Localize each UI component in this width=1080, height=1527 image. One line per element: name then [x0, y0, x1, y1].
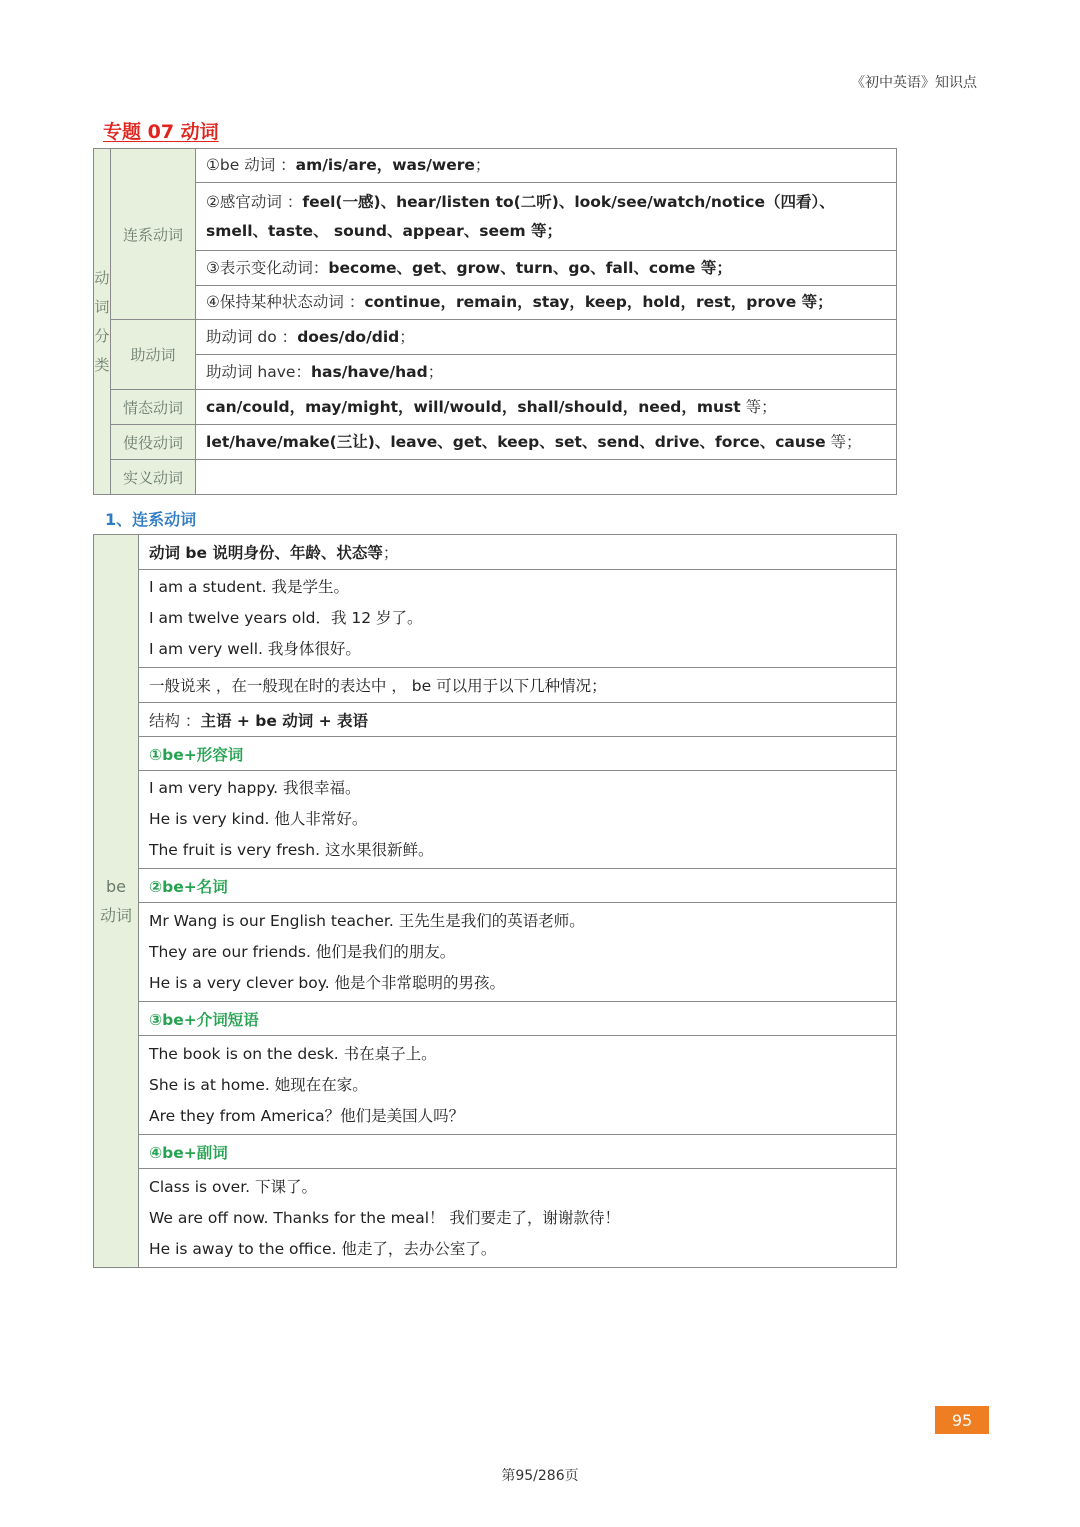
example-sentence: Class is over. 下课了。	[149, 1177, 318, 1196]
group-name: 使役动词	[111, 425, 196, 460]
row-suffix: ；	[399, 327, 415, 346]
row-prefix: ③表示变化动词：	[206, 258, 329, 277]
row-suffix: ；	[474, 156, 491, 174]
be-verb-label	[94, 535, 139, 1268]
row-suffix: 等；	[825, 432, 862, 451]
row-items: does/do/did	[297, 327, 400, 346]
section-heading: 1、连系动词	[105, 510, 197, 529]
row-prefix: ④保持某种状态动词 ：	[206, 293, 365, 311]
topic-title: 专题 07 动词	[103, 121, 219, 143]
label-line: be	[106, 877, 126, 896]
row-suffix: ；	[427, 362, 444, 381]
example-sentence: The fruit is very fresh. 这水果很新鲜。	[149, 841, 434, 859]
row-prefix: ①be 动词 ：	[206, 156, 296, 174]
example-block	[139, 570, 897, 668]
label-line: 动词	[99, 906, 132, 925]
example-block	[139, 903, 897, 1002]
example-sentence: I am very happy. 我很幸福。	[149, 779, 361, 797]
example-sentence: She is at home. 她现在在家。	[149, 1075, 368, 1094]
example-sentence: They are our friends. 他们是我们的朋友。	[149, 942, 456, 961]
example-block	[139, 1036, 897, 1135]
row-suffix: 等；	[740, 397, 777, 416]
example-sentence: He is very kind. 他人非常好。	[149, 810, 368, 828]
example-block	[139, 771, 897, 869]
classification-row	[196, 183, 897, 251]
example-sentence: Mr Wang is our English teacher. 王先生是我们的英语老师。	[149, 911, 585, 930]
group-name: 助动词	[111, 320, 196, 390]
example-sentence: I am very well. 我身体很好。	[149, 640, 361, 658]
example-sentence: Are they from America？他们是美国人吗？	[149, 1106, 465, 1125]
general-note: 一般说来 ，在一般现在时的表达中 ， be 可以用于以下几种情况；	[139, 668, 897, 703]
group-name: 连系动词	[111, 149, 196, 320]
intro-row	[139, 535, 897, 570]
row-items: feel(一感)、hear/listen to(二听)、look/see/watch/notice（四看）、	[302, 192, 835, 211]
classification-row	[196, 390, 897, 425]
row-prefix: ②感官动词 ：	[206, 192, 303, 211]
book-title: 《初中英语》知识点	[851, 75, 977, 91]
page-footer: 第95/286页	[501, 1468, 579, 1484]
verb-classification-table	[93, 148, 897, 495]
row-items: am/is/are，was/were	[295, 156, 475, 174]
row-items: has/have/had	[310, 362, 428, 381]
classification-row	[196, 320, 897, 355]
intro-tail: ；	[382, 544, 399, 562]
structure-row	[139, 703, 897, 737]
structure-label: 结构 ：	[149, 711, 201, 730]
case-title: ③be+介词短语	[139, 1002, 897, 1036]
example-block	[139, 1169, 897, 1268]
example-sentence: I am twelve years old．我 12 岁了。	[149, 609, 423, 627]
row-items: continue，remain，stay，keep，hold，rest，prove 等；	[364, 293, 833, 311]
classification-label: 动 词 分 类	[94, 149, 111, 495]
example-sentence: He is away to the office. 他走了，去办公室了。	[149, 1239, 497, 1258]
classification-row	[196, 149, 897, 183]
classification-row	[196, 286, 897, 320]
page-number-badge: 95	[935, 1406, 989, 1434]
row-prefix: 助动词 do ：	[206, 327, 298, 346]
row-items: smell、taste、 sound、appear、seem 等；	[206, 221, 563, 240]
classification-row	[196, 425, 897, 460]
group-name: 实义动词	[111, 460, 196, 495]
case-title: ①be+形容词	[139, 737, 897, 771]
example-sentence: We are off now. Thanks for the meal！ 我们要走了，谢谢款待！	[149, 1208, 620, 1227]
be-verb-table	[93, 534, 897, 1268]
classification-row	[196, 355, 897, 390]
example-sentence: He is a very clever boy. 他是个非常聪明的男孩。	[149, 973, 506, 992]
example-sentence: The book is on the desk. 书在桌子上。	[149, 1044, 437, 1063]
classification-row	[196, 251, 897, 286]
row-prefix: 助动词 have：	[206, 362, 311, 381]
classification-row	[196, 460, 897, 495]
example-sentence: I am a student. 我是学生。	[149, 578, 350, 596]
case-title: ④be+副词	[139, 1135, 897, 1169]
intro-text: 动词 be 说明身份、年龄、状态等	[149, 544, 383, 562]
row-items: become、get、grow、turn、go、fall、come 等；	[328, 258, 732, 277]
structure-formula: 主语 + be 动词 + 表语	[200, 711, 369, 730]
row-items: can/could，may/might，will/would，shall/should，need，must	[206, 397, 741, 416]
row-items: let/have/make(三让)、leave、get、keep、set、send、drive、force、cause	[206, 432, 826, 451]
case-title: ②be+名词	[139, 869, 897, 903]
group-name: 情态动词	[111, 390, 196, 425]
